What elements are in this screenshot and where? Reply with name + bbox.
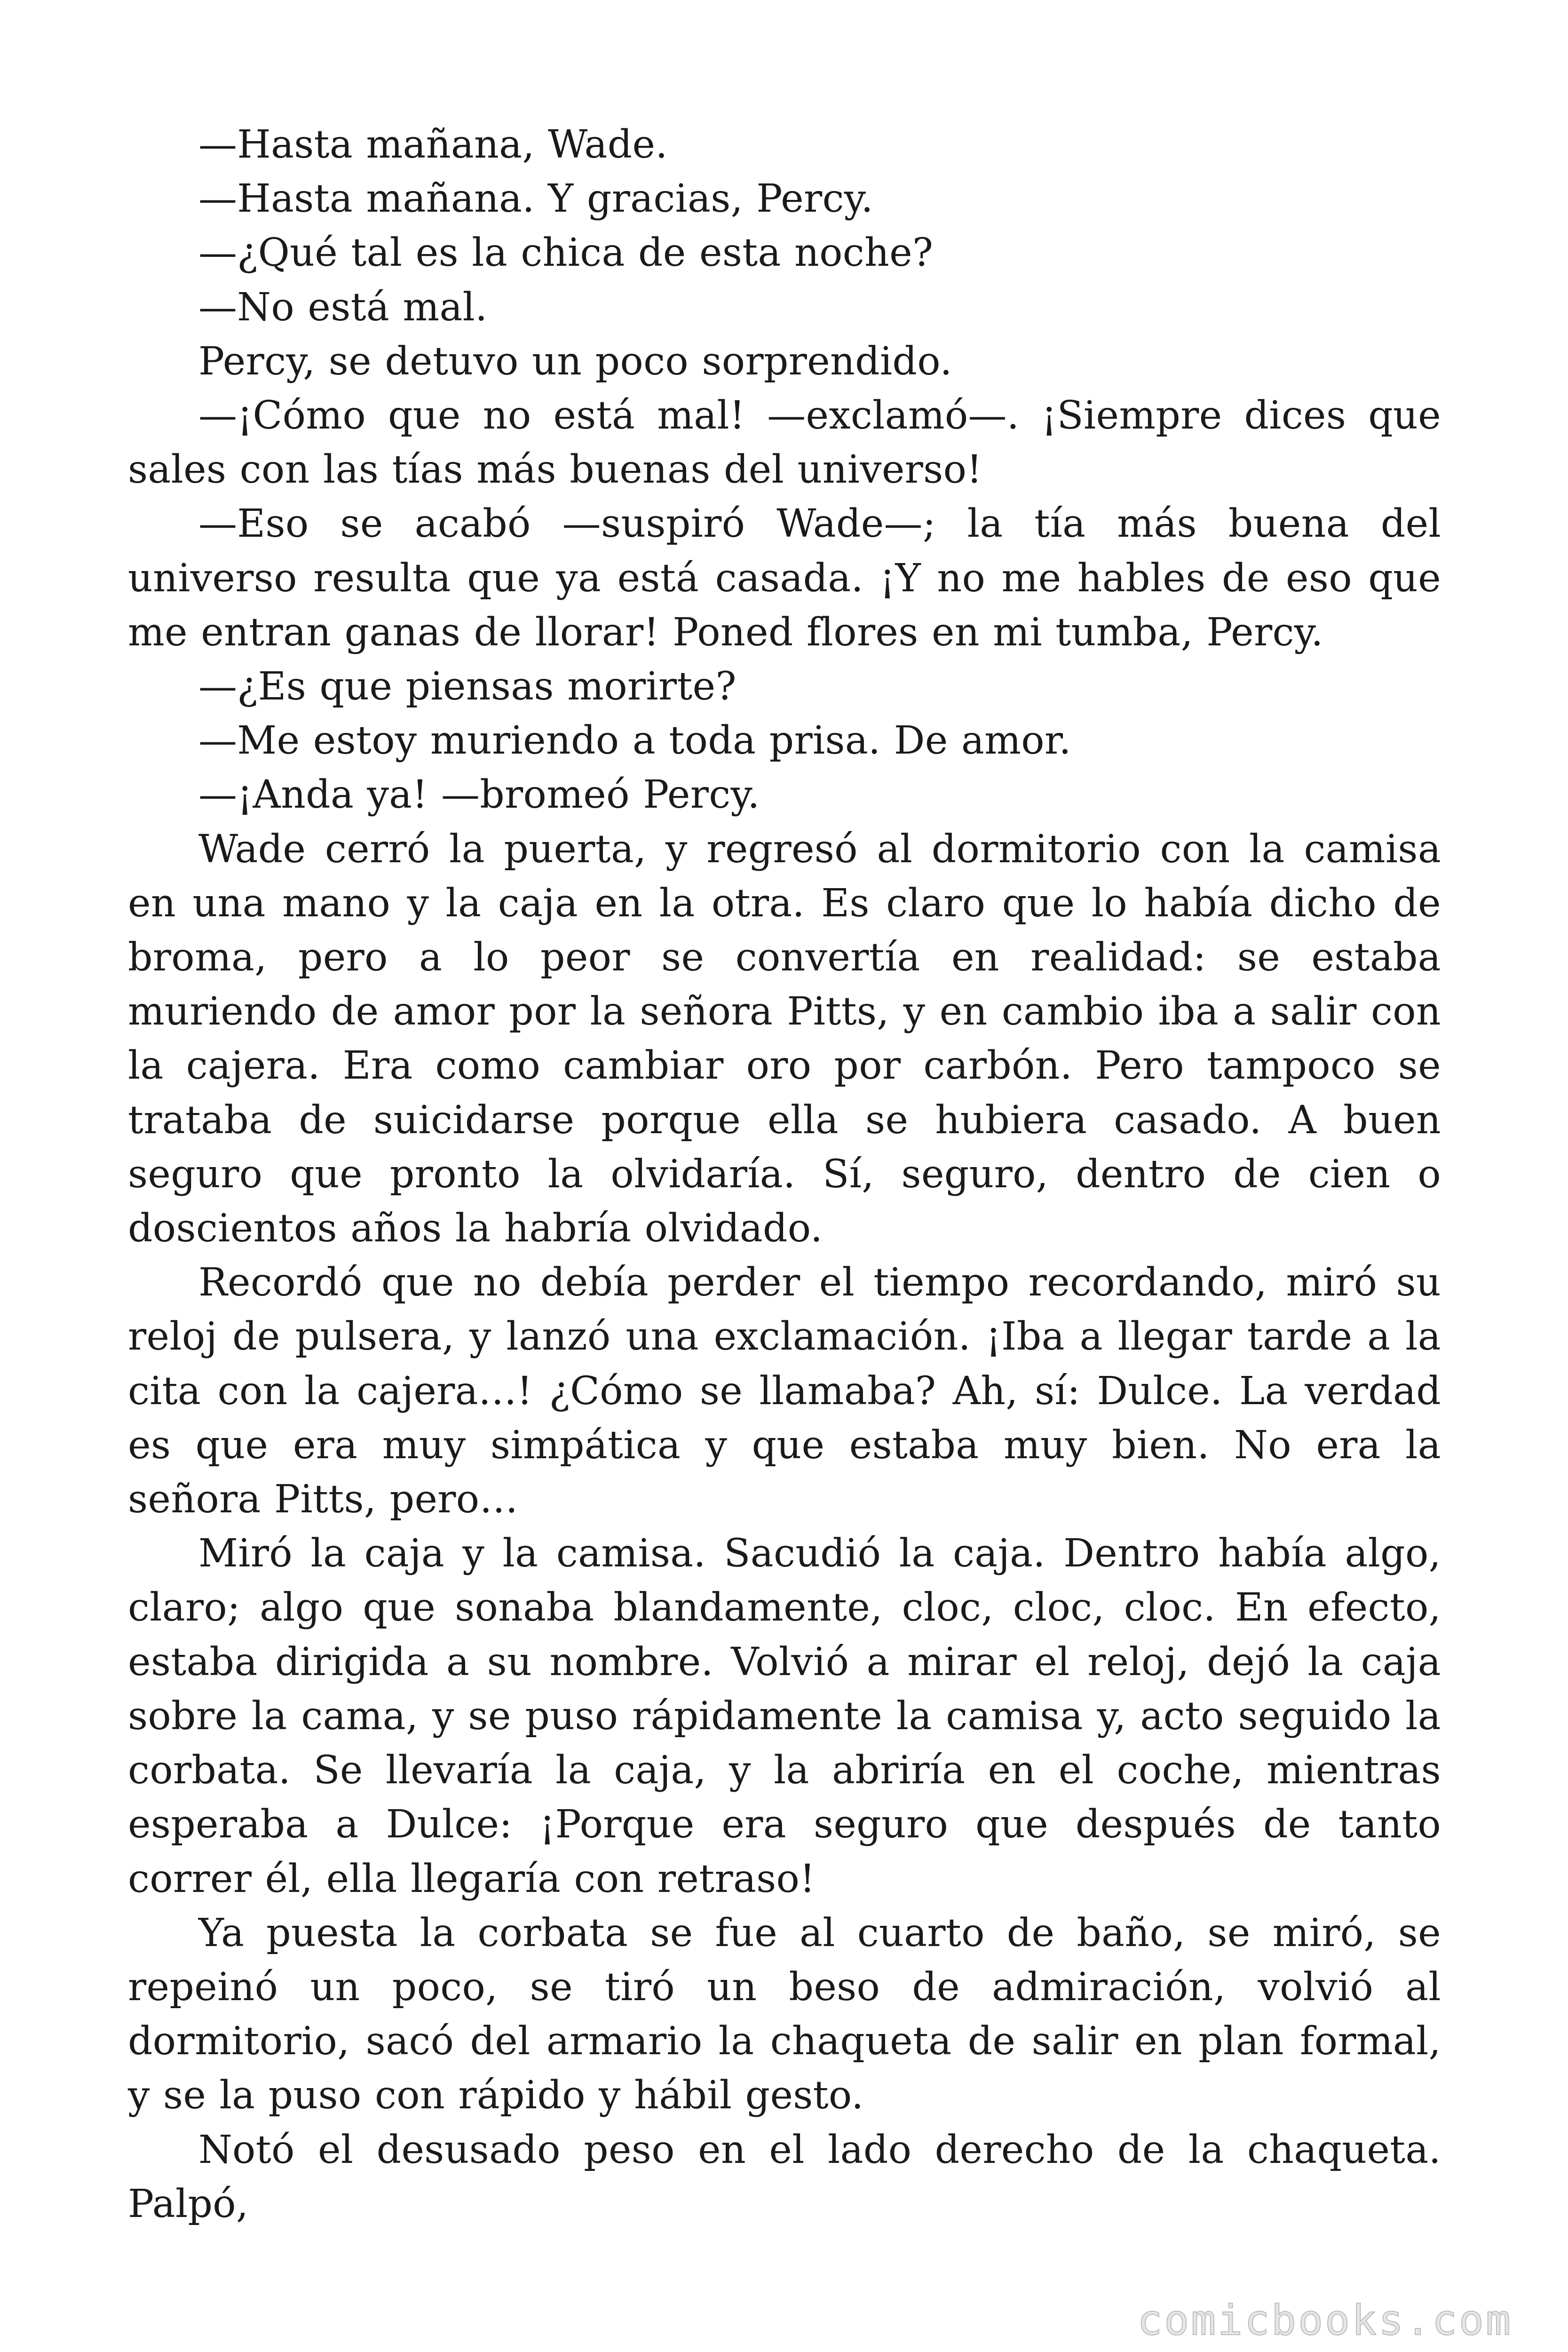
watermark: comicbooks.com [1137,2296,1513,2344]
paragraph: —¿Qué tal es la chica de esta noche? [198,230,934,276]
paragraph: —Me estoy muriendo a toda prisa. De amor. [198,718,1071,763]
paragraph: Wade cerró la puerta, y regresó al dormitorio con la camisa en una mano y la caja en la otra. Es claro que lo había dicho de broma, pero a lo peor se convertía en realidad: se estaba muriendo de amor por la señora Pitts, y en cambio iba a salir con la cajera. Era como cambiar oro por carbón. Pero tampoco se trataba de suicidarse porque ella se hubiera casado. A buen seguro que pronto la olvidaría. Sí, seguro, dentro de cien o doscientos años la habría olvidado. [128,826,1441,1251]
paragraph: Recordó que no debía perder el tiempo recordando, miró su reloj de pulsera, y lanzó una exclamación. ¡Iba a llegar tarde a la cita con la cajera…! ¿Cómo se llamaba? Ah, sí: Dulce. La verdad es que era muy simpática y que estaba muy bien. No era la señora Pitts, pero… [128,1260,1441,1522]
paragraph: Miró la caja y la camisa. Sacudió la caja. Dentro había algo, claro; algo que sonaba blandamente, cloc, cloc, cloc. En efecto, estaba dirigida a su nombre. Volvió a mirar el reloj, dejó la caja sobre la cama, y se puso rápidamente la camisa y, acto seguido la corbata. Se llevaría la caja, y la abriría en el coche, mientras esperaba a Dulce: ¡Porque era seguro que después de tanto correr él, ella llegaría con retraso! [128,1531,1441,1901]
paragraph: —Eso se acabó —suspiró Wade—; la tía más buena del universo resulta que ya está casada. ¡Y no me hables de eso que me entran ganas de llorar! Poned flores en mi tumba, Percy. [128,501,1441,655]
paragraph: —Hasta mañana, Wade. [198,122,668,167]
paragraph: Percy, se detuvo un poco sorprendido. [198,339,952,384]
paragraph: —No está mal. [198,285,488,330]
paragraph: Ya puesta la corbata se fue al cuarto de baño, se miró, se repeinó un poco, se tiró un beso de admiración, volvió al dormitorio, sacó del armario la chaqueta de salir en plan formal, y se la puso con rápido y hábil gesto. [128,1910,1441,2118]
page-body [128,118,1441,2231]
paragraph: —Hasta mañana. Y gracias, Percy. [198,176,873,222]
paragraph: —¿Es que piensas morirte? [198,664,736,709]
paragraph: —¡Cómo que no está mal! —exclamó—. ¡Siempre dices que sales con las tías más buenas del universo! [128,393,1441,493]
paragraph: —¡Anda ya! —bromeó Percy. [198,772,760,818]
paragraph: Notó el desusado peso en el lado derecho de la chaqueta. Palpó, [128,2127,1441,2226]
